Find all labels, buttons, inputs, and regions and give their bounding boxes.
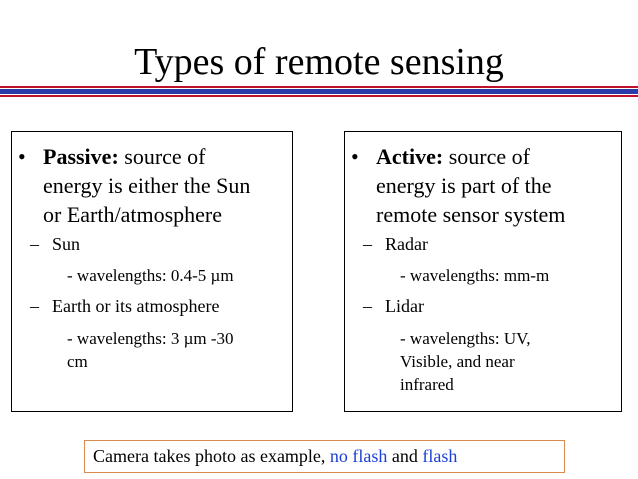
active-item-detail: - wavelengths: UV, Visible, and near infrared xyxy=(400,329,531,394)
active-bullet xyxy=(351,142,565,229)
passive-heading: Passive: xyxy=(43,144,119,169)
slide-title: Types of remote sensing xyxy=(134,41,504,83)
example-caption xyxy=(84,440,565,473)
active-item-detail: - wavelengths: mm-m xyxy=(400,266,550,285)
caption-prefix: Camera takes photo as example, xyxy=(93,446,330,466)
active-item-lidar xyxy=(363,294,424,318)
passive-item-earth xyxy=(30,294,219,318)
passive-item-detail: - wavelengths: 3 µm -30 cm xyxy=(67,329,234,371)
passive-body: source of energy is either the Sun or Earth/atmosphere xyxy=(43,144,251,227)
active-box xyxy=(344,131,622,412)
active-item-label: Lidar xyxy=(385,296,424,316)
dash-icon: – xyxy=(363,296,372,316)
passive-box xyxy=(11,131,293,412)
passive-item-sun xyxy=(30,232,80,256)
active-heading: Active: xyxy=(376,144,444,169)
passive-item-label: Sun xyxy=(52,234,81,254)
dash-icon: – xyxy=(363,234,372,254)
passive-bullet xyxy=(18,142,250,229)
title-rule-red-top xyxy=(0,86,638,88)
caption-flash: flash xyxy=(422,446,458,466)
active-body: source of energy is part of the remote sensor system xyxy=(376,144,566,227)
title-rule-blue xyxy=(0,89,638,94)
active-item-label: Radar xyxy=(385,234,428,254)
bullet-dot-icon: • xyxy=(351,144,359,169)
passive-item-label: Earth or its atmosphere xyxy=(52,296,220,316)
bullet-dot-icon: • xyxy=(18,144,26,169)
passive-item-detail: - wavelengths: 0.4-5 µm xyxy=(67,266,234,285)
dash-icon: – xyxy=(30,296,39,316)
active-item-radar xyxy=(363,232,428,256)
title-rule-red-bottom xyxy=(0,95,638,97)
dash-icon: – xyxy=(30,234,39,254)
caption-and: and xyxy=(387,446,423,466)
caption-no-flash: no flash xyxy=(329,446,388,466)
